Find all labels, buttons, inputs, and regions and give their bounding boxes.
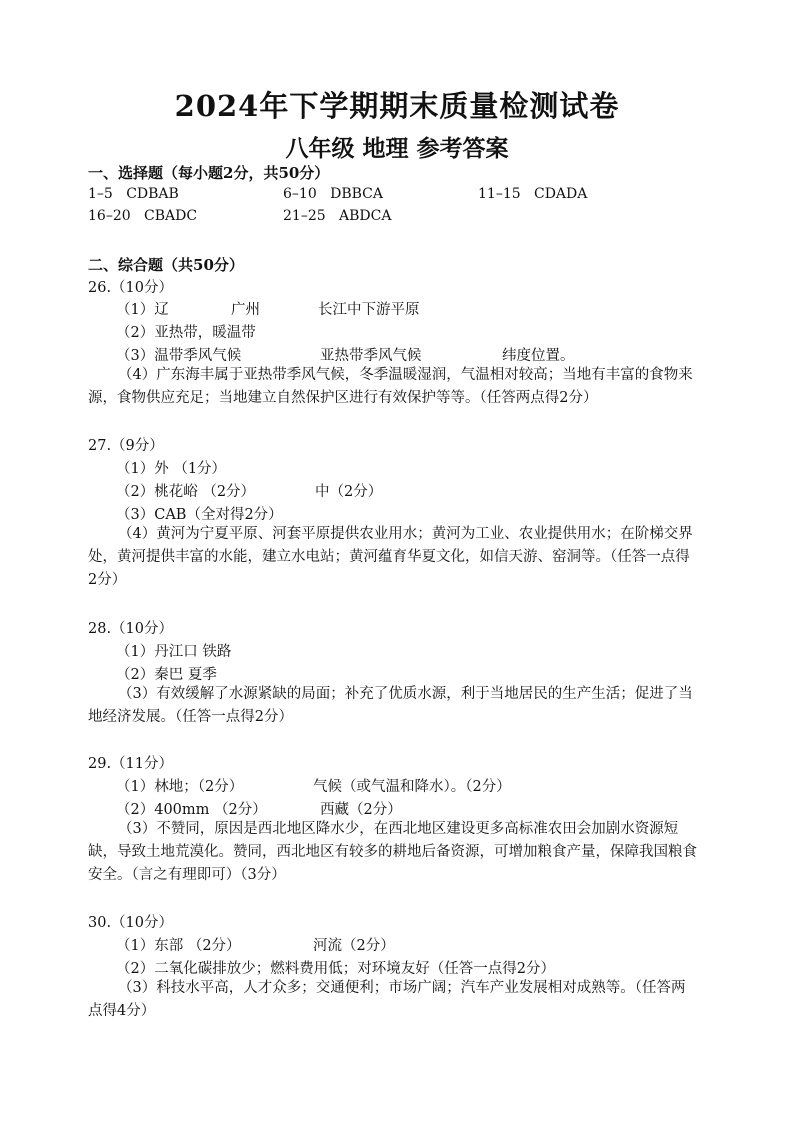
q26-part1-c: 长江中下游平原 — [318, 302, 420, 318]
q27-part4: （4）黄河为宁夏平原、河套平原提供农业用水；黄河为工业、农业提供用水；在阶梯交界处，黄河提供丰富的水能，建立水电站；黄河蕴育华夏文化，如信天游、窑洞等。（任答一点得2分） — [88, 526, 693, 588]
q27-part2-a: （2）桃花峪 （2分） — [116, 484, 256, 500]
choice-answer: CBADC — [144, 208, 198, 224]
choice-range: 16–20 — [88, 208, 131, 224]
q28-part2: （2）秦巴 夏季 — [116, 667, 217, 683]
q26-part3-a: （3）温带季风气候 — [116, 348, 242, 364]
page-title: 2024年下学期期末质量检测试卷 — [174, 89, 620, 123]
choice-group — [283, 208, 391, 224]
q27-part3: （3）CAB（全对得2分） — [116, 507, 283, 523]
q26-part4: （4）广东海丰属于亚热带季风气候，冬季温暖湿润，气温相对较高；当地有丰富的食物来源，食物供应充足；当地建立自然保护区进行有效保护等等。（任答两点得2分） — [88, 367, 693, 406]
q30-part2: （2）二氧化碳排放少；燃料费用低；对环境友好（任答一点得2分） — [116, 961, 555, 977]
q29-part2-b: 西藏（2分） — [320, 802, 402, 818]
choice-answer: CDBAB — [126, 186, 179, 202]
q26-part1-a: （1）辽 — [116, 302, 169, 318]
q28-part1: （1）丹江口 铁路 — [116, 644, 232, 660]
q26-part1-b: 广州 — [231, 302, 260, 318]
q30-number: 30.（10分） — [88, 915, 174, 931]
q30-part1-a: （1）东部 （2分） — [116, 938, 241, 954]
q26-part3-b: 亚热带季风气候 — [320, 348, 422, 364]
choice-group — [88, 186, 179, 202]
section-comprehensive-heading: 二、综合题（共50分） — [88, 256, 244, 274]
q29-part1-b: 气候（或气温和降水）。（2分） — [313, 779, 511, 795]
q29-part1-a: （1）林地；（2分） — [116, 779, 244, 795]
choice-group — [88, 208, 197, 224]
q26-part2: （2）亚热带，暖温带 — [116, 325, 256, 341]
section-choice-heading: 一、选择题（每小题2分，共50分） — [88, 164, 330, 182]
q29-part2-a: （2）400mm （2分） — [116, 802, 267, 818]
choice-answer: DBBCA — [330, 186, 383, 202]
q30-part3: （3）科技水平高，人才众多；交通便利；市场广阔；汽车产业发展相对成熟等。（任答两点得4分） — [88, 980, 686, 1019]
choice-range: 1–5 — [88, 186, 113, 202]
choice-answer: CDADA — [534, 186, 588, 202]
choice-group — [283, 186, 383, 202]
q28-number: 28.（10分） — [88, 621, 174, 637]
q30-part1-b: 河流（2分） — [313, 938, 395, 954]
choice-range: 6–10 — [283, 186, 317, 202]
q27-number: 27.（9分） — [88, 438, 164, 454]
q29-part3: （3）不赞同，原因是西北地区降水少，在西北地区建设更多高标准农田会加剧水资源短缺，导致土地荒漠化。赞同，西北地区有较多的耕地后备资源，可增加粮食产量，保障我国粮食安全。（言之有理即可）（3分） — [88, 821, 697, 883]
choice-range: 21–25 — [283, 208, 326, 224]
choice-group — [478, 186, 587, 202]
q29-number: 29.（11分） — [88, 756, 174, 772]
choice-answer: ABDCA — [339, 208, 392, 224]
choice-range: 11–15 — [478, 186, 521, 202]
q26-part3-c: 纬度位置。 — [502, 348, 575, 364]
q27-part1: （1）外 （1分） — [116, 461, 227, 477]
q26-number: 26.（10分） — [88, 280, 174, 296]
page-subtitle: 八年级 地理 参考答案 — [285, 135, 509, 162]
q28-part3: （3）有效缓解了水源紧缺的局面；补充了优质水源，利于当地居民的生产生活；促进了当地经济发展。（任答一点得2分） — [88, 686, 693, 725]
q27-part2-b: 中（2分） — [315, 484, 383, 500]
